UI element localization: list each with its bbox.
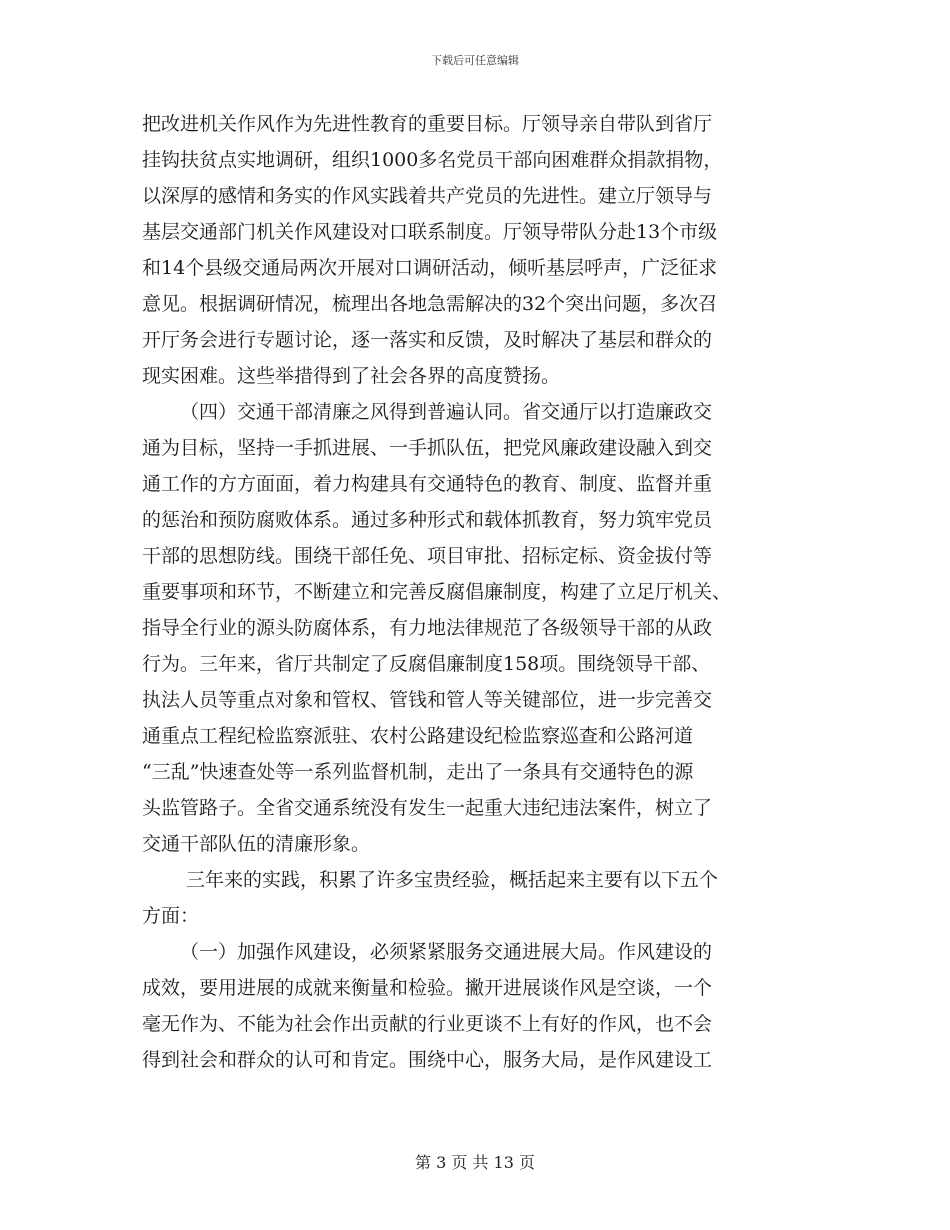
body-line: 方面： [142,905,200,927]
body-line: 开厅务会进行专题讨论，逐一落实和反馈，及时解决了基层和群众的 [142,329,713,351]
body-line: 以深厚的感情和务实的作风实践着共产党员的先进性。建立厅领导与 [142,185,713,207]
paragraph-start-line: （四）交通干部清廉之风得到普遍认同。省交通厅以打造廉政交 [180,401,713,423]
body-line: 指导全行业的源头防腐体系，有力地法律规范了各级领导干部的从政 [142,617,713,639]
body-line: 通工作的方方面面，着力构建具有交通特色的教育、制度、监督并重 [142,473,713,495]
body-line: 头监管路子。全省交通系统没有发生一起重大违纪违法案件，树立了 [142,797,713,819]
body-line: 基层交通部门机关作风建设对口联系制度。厅领导带队分赴13个市级 [142,221,718,243]
body-line: 干部的思想防线。围绕干部任免、项目审批、招标定标、资金拔付等 [142,545,713,567]
page-header: 下载后可任意编辑 [431,54,519,67]
body-line: 通重点工程纪检监察派驻、农村公路建设纪检监察巡查和公路河道 [142,725,694,747]
body-line: 交通干部队伍的清廉形象。 [142,833,371,855]
body-line: 的惩治和预防腐败体系。通过多种形式和载体抓教育，努力筑牢党员 [142,509,713,531]
body-line: 和14个县级交通局两次开展对口调研活动，倾听基层呼声，广泛征求 [142,257,718,279]
body-line: 得到社会和群众的认可和肯定。围绕中心，服务大局，是作风建设工 [142,1049,713,1071]
body-line: 成效，要用进展的成就来衡量和检验。撇开进展谈作风是空谈，一个 [142,977,713,999]
body-line: 毫无作为、不能为社会作出贡献的行业更谈不上有好的作风，也不会 [142,1013,713,1035]
document-body [142,106,806,1078]
body-line: 行为。三年来，省厅共制定了反腐倡廉制度158项。围绕领导干部、 [142,653,711,675]
body-line: 重要事项和环节，不断建立和完善反腐倡廉制度，构建了立足厅机关、 [142,581,732,603]
body-line: “三乱”快速查处等一系列监督机制，走出了一条具有交通特色的源 [142,761,694,783]
body-line: 意见。根据调研情况，梳理出各地急需解决的32个突出问题，多次召 [142,293,718,315]
body-line: 执法人员等重点对象和管权、管钱和管人等关键部位，进一步完善交 [142,689,713,711]
paragraph-start-line: 三年来的实践，积累了许多宝贵经验，概括起来主要有以下五个 [186,869,719,891]
paragraph-start-line: （一）加强作风建设，必须紧紧服务交通进展大局。作风建设的 [180,941,713,963]
body-line: 现实困难。这些举措得到了社会各界的高度赞扬。 [142,365,561,387]
body-line: 挂钩扶贫点实地调研，组织1000多名党员干部向困难群众捐款捐物， [142,149,723,171]
page-footer: 第 3 页 共 13 页 [415,1153,535,1172]
body-line: 把改进机关作风作为先进性教育的重要目标。厅领导亲自带队到省厅 [142,113,713,135]
body-line: 通为目标，坚持一手抓进展、一手抓队伍，把党风廉政建设融入到交 [142,437,713,459]
